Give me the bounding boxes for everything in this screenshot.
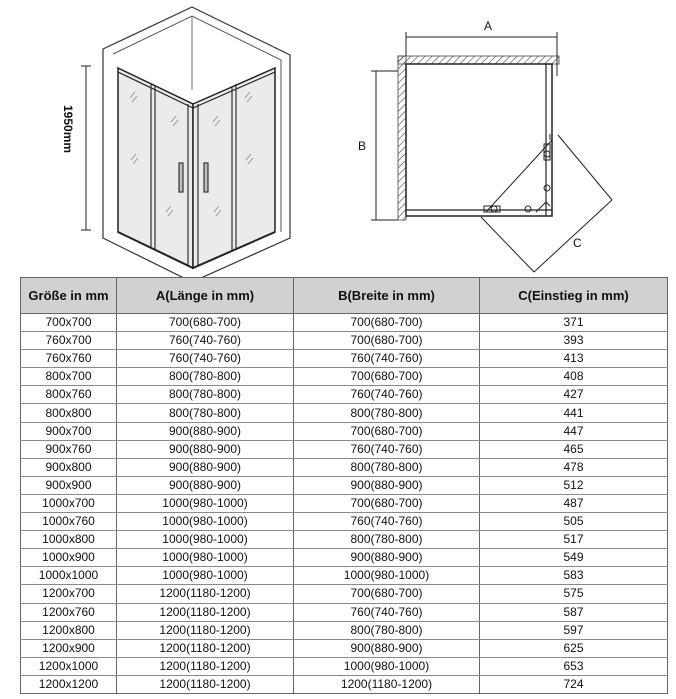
cell-size: 900x800 [21,458,117,476]
table-row [21,314,668,332]
label-a: A [484,19,493,33]
cell-size: 1000x700 [21,494,117,512]
cell-size: 900x760 [21,440,117,458]
cell-a: 900(880-900) [117,422,294,440]
header-c-entry: C(Einstieg in mm) [480,278,668,314]
cell-size: 1000x900 [21,549,117,567]
cell-b: 700(680-700) [294,422,480,440]
cell-b: 800(780-800) [294,404,480,422]
table-row [21,350,668,368]
cell-b: 700(680-700) [294,314,480,332]
cell-size: 800x800 [21,404,117,422]
cell-b: 700(680-700) [294,332,480,350]
cell-a: 1000(980-1000) [117,567,294,585]
label-b: B [358,139,367,153]
cell-a: 800(780-800) [117,386,294,404]
header-a-length: A(Länge in mm) [117,278,294,314]
cell-c: 549 [480,549,668,567]
table-row [21,549,668,567]
cell-c: 583 [480,567,668,585]
cell-size: 700x700 [21,314,117,332]
depth-b-dimension [371,71,398,220]
label-c: C [573,236,582,250]
table-row [21,603,668,621]
cell-b: 1000(980-1000) [294,567,480,585]
table-row [21,513,668,531]
cell-a: 800(780-800) [117,368,294,386]
cell-b: 800(780-800) [294,531,480,549]
cell-a: 800(780-800) [117,404,294,422]
cell-b: 700(680-700) [294,368,480,386]
table-row [21,440,668,458]
cell-c: 487 [480,494,668,512]
cell-c: 465 [480,440,668,458]
cell-c: 505 [480,513,668,531]
cell-b: 900(880-900) [294,639,480,657]
cell-c: 575 [480,585,668,603]
cell-c: 587 [480,603,668,621]
cell-a: 1200(1180-1200) [117,675,294,693]
header-size: Größe in mm [21,278,117,314]
cell-size: 760x760 [21,350,117,368]
cell-size: 800x700 [21,368,117,386]
table-row [21,567,668,585]
cell-size: 1200x1200 [21,675,117,693]
cell-c: 517 [480,531,668,549]
cell-a: 1200(1180-1200) [117,657,294,675]
cell-b: 760(740-760) [294,350,480,368]
height-dimension [81,66,91,230]
table-row [21,458,668,476]
table-row [21,621,668,639]
table-row [21,639,668,657]
table-row [21,585,668,603]
cell-b: 700(680-700) [294,494,480,512]
table-row [21,386,668,404]
cell-c: 427 [480,386,668,404]
cell-a: 700(680-700) [117,314,294,332]
size-table [20,277,668,694]
shower-3d-view [103,7,290,277]
cell-a: 1000(980-1000) [117,531,294,549]
cell-b: 800(780-800) [294,621,480,639]
table-row [21,531,668,549]
cell-b: 760(740-760) [294,386,480,404]
cell-c: 625 [480,639,668,657]
table-row [21,675,668,693]
cell-size: 1200x700 [21,585,117,603]
cell-a: 1000(980-1000) [117,513,294,531]
table-row [21,494,668,512]
cell-b: 1000(980-1000) [294,657,480,675]
cell-size: 900x900 [21,476,117,494]
cell-a: 1200(1180-1200) [117,603,294,621]
cell-b: 700(680-700) [294,585,480,603]
cell-size: 1000x1000 [21,567,117,585]
cell-b: 760(740-760) [294,603,480,621]
cell-b: 800(780-800) [294,458,480,476]
table-row [21,422,668,440]
cell-a: 760(740-760) [117,332,294,350]
table-header-row [21,278,668,314]
cell-size: 760x700 [21,332,117,350]
cell-b: 900(880-900) [294,476,480,494]
cell-a: 1200(1180-1200) [117,585,294,603]
cell-size: 1200x1000 [21,657,117,675]
cell-c: 441 [480,404,668,422]
cell-c: 408 [480,368,668,386]
cell-a: 900(880-900) [117,476,294,494]
cell-c: 447 [480,422,668,440]
cell-size: 800x760 [21,386,117,404]
table-row [21,476,668,494]
cell-c: 393 [480,332,668,350]
cell-a: 1000(980-1000) [117,549,294,567]
cell-size: 900x700 [21,422,117,440]
table-row [21,404,668,422]
cell-c: 478 [480,458,668,476]
cell-b: 760(740-760) [294,440,480,458]
cell-c: 512 [480,476,668,494]
cell-a: 760(740-760) [117,350,294,368]
width-a-dimension [406,32,557,76]
cell-c: 653 [480,657,668,675]
cell-c: 597 [480,621,668,639]
cell-size: 1200x900 [21,639,117,657]
cell-c: 413 [480,350,668,368]
cell-c: 724 [480,675,668,693]
shower-diagrams [0,0,676,277]
header-b-width: B(Breite in mm) [294,278,480,314]
table-body [21,314,668,694]
cell-size: 1000x800 [21,531,117,549]
cell-size: 1000x760 [21,513,117,531]
table-row [21,332,668,350]
cell-a: 1200(1180-1200) [117,639,294,657]
table-row [21,657,668,675]
height-label: 1950mm [61,105,75,154]
cell-b: 900(880-900) [294,549,480,567]
cell-a: 900(880-900) [117,440,294,458]
cell-a: 900(880-900) [117,458,294,476]
cell-a: 1200(1180-1200) [117,621,294,639]
cell-b: 1200(1180-1200) [294,675,480,693]
cell-size: 1200x800 [21,621,117,639]
cell-a: 1000(980-1000) [117,494,294,512]
cell-b: 760(740-760) [294,513,480,531]
table-row [21,368,668,386]
cell-c: 371 [480,314,668,332]
cell-size: 1200x760 [21,603,117,621]
